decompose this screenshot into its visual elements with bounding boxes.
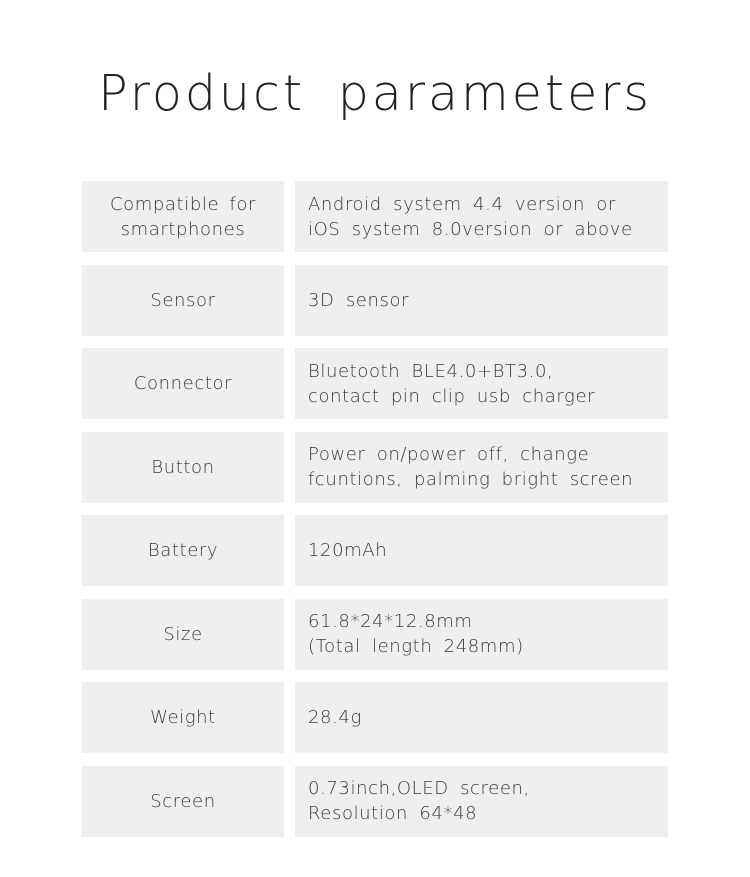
spec-row-button (82, 432, 668, 503)
spec-row-size (82, 599, 668, 670)
spec-value: 120mAh (295, 515, 668, 586)
spec-row-sensor (82, 265, 668, 336)
spec-label: Sensor (82, 265, 284, 336)
spec-table (82, 181, 668, 837)
spec-row-compatibility (82, 181, 668, 252)
spec-label: Size (82, 599, 284, 670)
spec-value: Bluetooth BLE4.0+BT3.0, contact pin clip usb charger (295, 348, 668, 419)
spec-label: Screen (82, 766, 284, 837)
spec-row-weight (82, 682, 668, 753)
spec-label: Battery (82, 515, 284, 586)
spec-label: Connector (82, 348, 284, 419)
spec-row-screen (82, 766, 668, 837)
spec-value: 0.73inch,OLED screen, Resolution 64*48 (295, 766, 668, 837)
spec-label: Weight (82, 682, 284, 753)
page-title: Product parameters (98, 65, 652, 122)
spec-row-connector (82, 348, 668, 419)
spec-row-battery (82, 515, 668, 586)
spec-value: 28.4g (295, 682, 668, 753)
spec-label: Button (82, 432, 284, 503)
spec-label: Compatible for smartphones (82, 181, 284, 252)
spec-value: 3D sensor (295, 265, 668, 336)
spec-value: Android system 4.4 version or iOS system 8.0version or above (295, 181, 668, 252)
spec-value: Power on/power off, change fcuntions, palming bright screen (295, 432, 668, 503)
spec-value: 61.8*24*12.8mm (Total length 248mm) (295, 599, 668, 670)
